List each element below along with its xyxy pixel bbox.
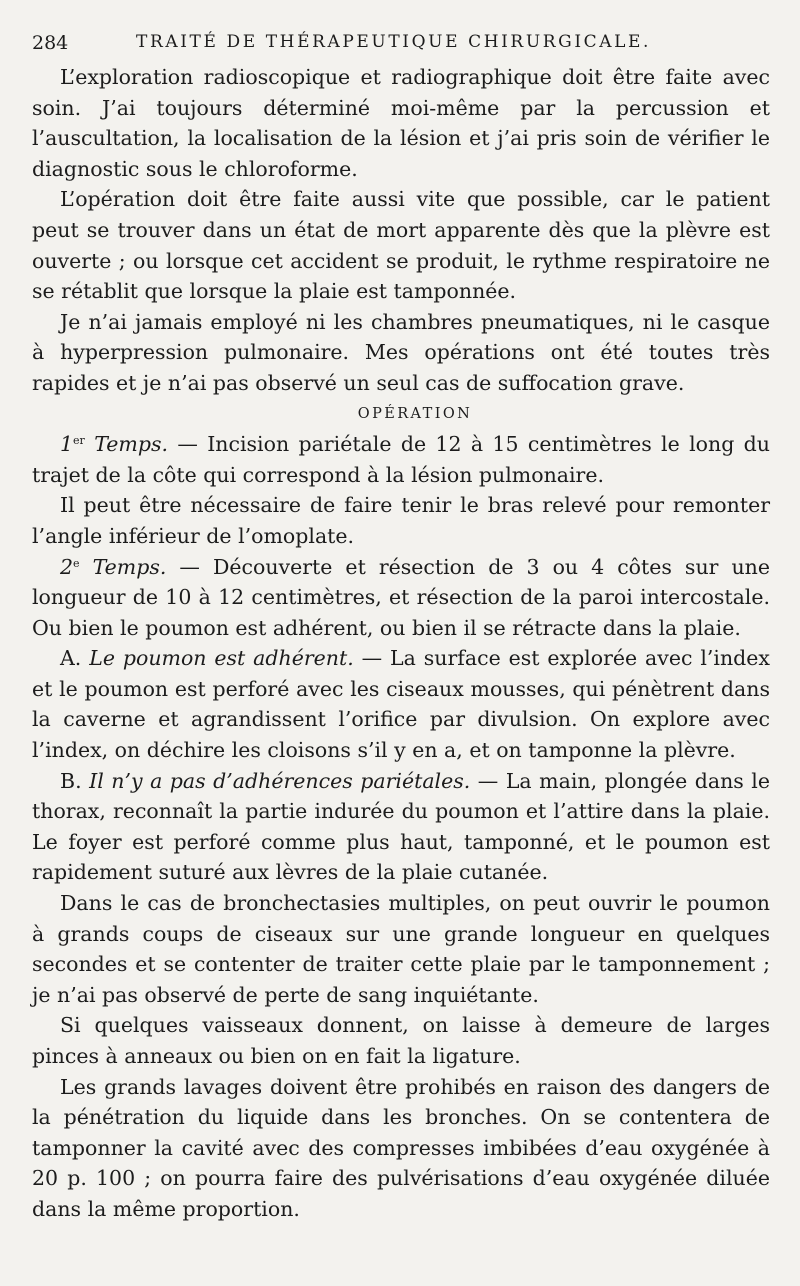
paragraph-exploration: L’exploration radioscopique et radiographique doit être faite avec soin. J’ai toujours déterminé moi-même par la percussion et l’auscultation, la localisation de la lésion et j’ai pris soin de vérifier le diagnostic sous le chloroforme.	[32, 65, 770, 181]
case-a-letter: A.	[60, 646, 90, 671]
case-b-paragraph	[32, 766, 770, 888]
step-2-paragraph	[32, 552, 770, 644]
step-1-text: — Incision pariétale de 12 à 15 centimètres le long du trajet de la côte qui correspond à la lésion pulmonaire.	[32, 432, 770, 487]
case-a-label: Le poumon est adhérent.	[89, 646, 354, 671]
case-b-text: — La main, plongée dans le thorax, reconnaît la partie indurée du poumon et l’attire dans la plaie. Le foyer est perforé comme plus haut, tamponné, et le poumon est rapidement suturé aux lèvres de la plaie cutanée.	[32, 768, 770, 885]
paragraph-bronchectasies: Dans le cas de bronchectasies multiples, on peut ouvrir le poumon à grands coups de ciseaux sur une grande longueur en quelques secondes et se contenter de traiter cette plaie par le tamponnement ; je n’ai pas observé de perte de sang inquiétante.	[32, 891, 770, 1007]
paragraph-pneumatic-chambers: Je n’ai jamais employé ni les chambres pneumatiques, ni le casque à hyperpression pulmonaire. Mes opérations ont été toutes très rapides et je n’ai pas observé un seul cas de suffocation grave.	[32, 309, 770, 395]
section-title: OPÉRATION	[357, 405, 473, 422]
paragraph-washing: Les grands lavages doivent être prohibés en raison des dangers de la pénétration du liquide dans les bronches. On se contentera de tamponner la cavité avec des compresses imbibées d’eau oxygénée à 20 p. 100 ; on pourra faire des pulvérisations d’eau oxygénée diluée dans la même proportion.	[32, 1074, 770, 1221]
step-1-label: Temps.	[94, 432, 168, 457]
step-2-number: 2e Temps.	[60, 554, 167, 579]
page-number: 284	[32, 32, 69, 54]
paragraph-operation-speed: L’opération doit être faite aussi vite que possible, car le patient peut se trouver dans un état de mort apparente dès que la plèvre est ouverte ; ou lorsque cet accident se produit, le rythme respiratoire ne se rétablit que lorsque la plaie est tamponnée.	[32, 187, 770, 304]
page-header	[32, 28, 770, 62]
case-b-letter: B.	[60, 768, 90, 793]
case-a-paragraph	[32, 643, 770, 765]
paragraph-vessels: Si quelques vaisseaux donnent, on laisse à demeure de larges pinces à anneaux ou bien on en fait la ligature.	[32, 1013, 770, 1068]
running-title: TRAITÉ DE THÉRAPEUTIQUE CHIRURGICALE.	[136, 32, 652, 52]
step-1-paragraph	[32, 429, 770, 490]
case-b-label: Il n’y a pas d’adhérences pariétales.	[89, 768, 471, 793]
body-text	[32, 62, 770, 1225]
step-1-number: 1er Temps.	[60, 432, 168, 457]
case-a-text: — La surface est explorée avec l’index et le poumon est perforé avec les ciseaux mousses, qui pénètrent dans la caverne et agrandissent l’orifice par divulsion. On explore avec l’index, on déchire les cloisons s’il y en a, et on tamponne la plèvre.	[32, 646, 770, 763]
step-2-text: — Découverte et résection de 3 ou 4 côtes sur une longueur de 10 à 12 centimètres, et résection de la paroi intercostale. Ou bien le poumon est adhérent, ou bien il se rétracte dans la plaie.	[32, 554, 770, 640]
step-1-note: Il peut être nécessaire de faire tenir le bras relevé pour remonter l’angle inférieur de l’omoplate.	[32, 493, 770, 548]
step-2-label: Temps.	[92, 554, 167, 579]
